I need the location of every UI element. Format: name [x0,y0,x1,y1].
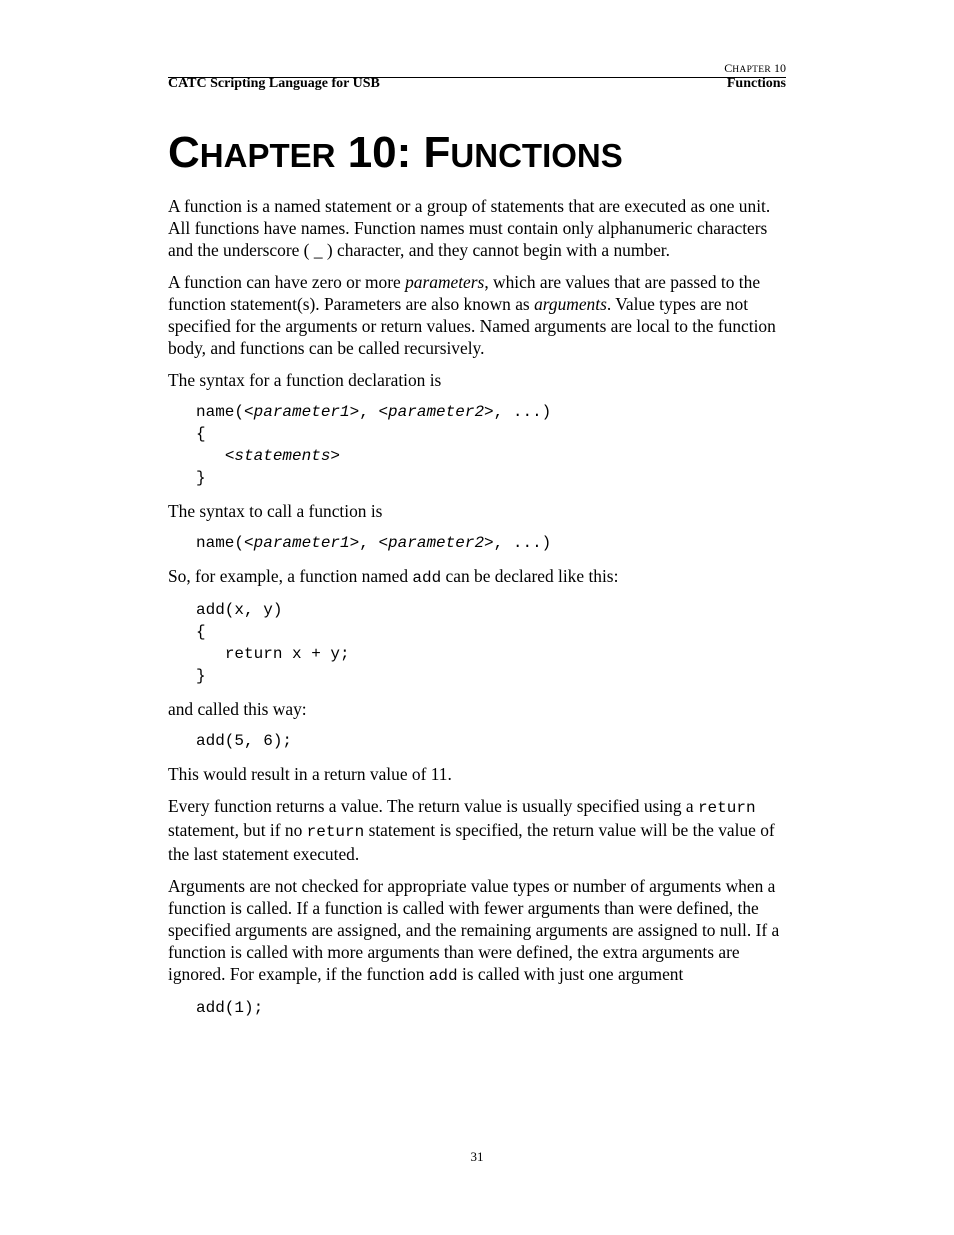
code-block-call [196,532,788,554]
title-initial-c: C [168,128,200,177]
text-run: Arguments are not checked for appropriate value types or number of arguments when a function is called. If a function is called with fewer arguments than were defined, the specified arguments are assigned, and the remaining arguments are assigned to null. If a function is called with more arguments than were defined, the extra arguments are ignored. For example, if the function [168,876,780,984]
text-run: can be declared like this: [441,566,619,586]
text-run: statement, but if no [168,820,307,840]
paragraph-call-syntax: The syntax to call a function is [168,501,383,521]
code-text: name( [196,534,245,552]
title-number: 10: [347,128,412,177]
paragraph-argument-checking [168,875,788,987]
paragraph-called-this-way: and called this way: [168,699,307,719]
code-text: , [359,534,379,552]
running-header-right: Functions [726,76,786,91]
running-header-left: CATC Scripting Language for USB [168,76,380,91]
title-initial-f: F [423,128,451,177]
inline-code: return [306,823,365,841]
text-run: is called with just one argument [457,964,684,984]
code-param: <parameter2> [378,534,494,552]
code-text: add(x, y) [196,601,283,619]
code-text: { [196,425,206,443]
running-header-chapter [724,61,786,76]
paragraph-example-intro [168,565,788,589]
code-block-add-one-arg: add(1); [196,999,264,1017]
code-block-add-declaration [196,599,788,687]
text-run: Every function returns a value. The return value is usually specified using a [168,796,698,816]
emphasis-parameters: parameters [405,272,485,292]
chapter-number: 10 [774,61,786,75]
code-text: , ...) [493,403,552,421]
paragraph-intro: A function is a named statement or a group of statements that are executed as one unit. All functions have names. Function names must contain only alphanumeric characters and the underscore ( _ ) character, and they cannot begin with a number. [168,196,771,260]
inline-code: add [412,569,442,587]
code-text: return x + y; [224,645,350,663]
code-text: { [196,623,206,641]
paragraph-parameters [168,271,788,359]
text-run: . Value types are not specified for the arguments or return values. Named arguments are local to the function body, and functions can be called recursively. [168,294,776,358]
emphasis-arguments: arguments [534,294,607,314]
title-rest-unctions: UNCTIONS [450,137,623,174]
chapter-body [168,195,788,1030]
code-param: <statements> [224,447,341,465]
paragraph-result: This would result in a return value of 11. [168,764,452,784]
code-block-declaration [196,401,788,489]
page-number: 31 [470,1149,484,1164]
text-run: So, for example, a function named [168,566,413,586]
inline-code: add [428,967,458,985]
code-text: } [196,667,206,685]
text-run: statement is specified, the return value will be the value of the last statement executed. [168,820,775,864]
chapter-word-initial: C [724,61,733,75]
code-param: <parameter1> [244,403,360,421]
code-param: <parameter1> [244,534,360,552]
code-text: } [196,469,206,487]
text-run: , which are values that are passed to the function statement(s). Parameters are also known as [168,272,761,314]
inline-code: return [697,799,756,817]
code-text: , [359,403,379,421]
code-text: , ...) [493,534,552,552]
chapter-word-rest: HAPTER [732,65,771,75]
paragraph-declaration-syntax: The syntax for a function declaration is [168,370,442,390]
paragraph-return-value [168,795,788,865]
code-param: <parameter2> [378,403,494,421]
title-rest-hapter: HAPTER [199,137,336,174]
code-block-add-call: add(5, 6); [196,732,293,750]
chapter-title [168,128,623,178]
text-run: A function can have zero or more [168,272,406,292]
code-text: name( [196,403,245,421]
